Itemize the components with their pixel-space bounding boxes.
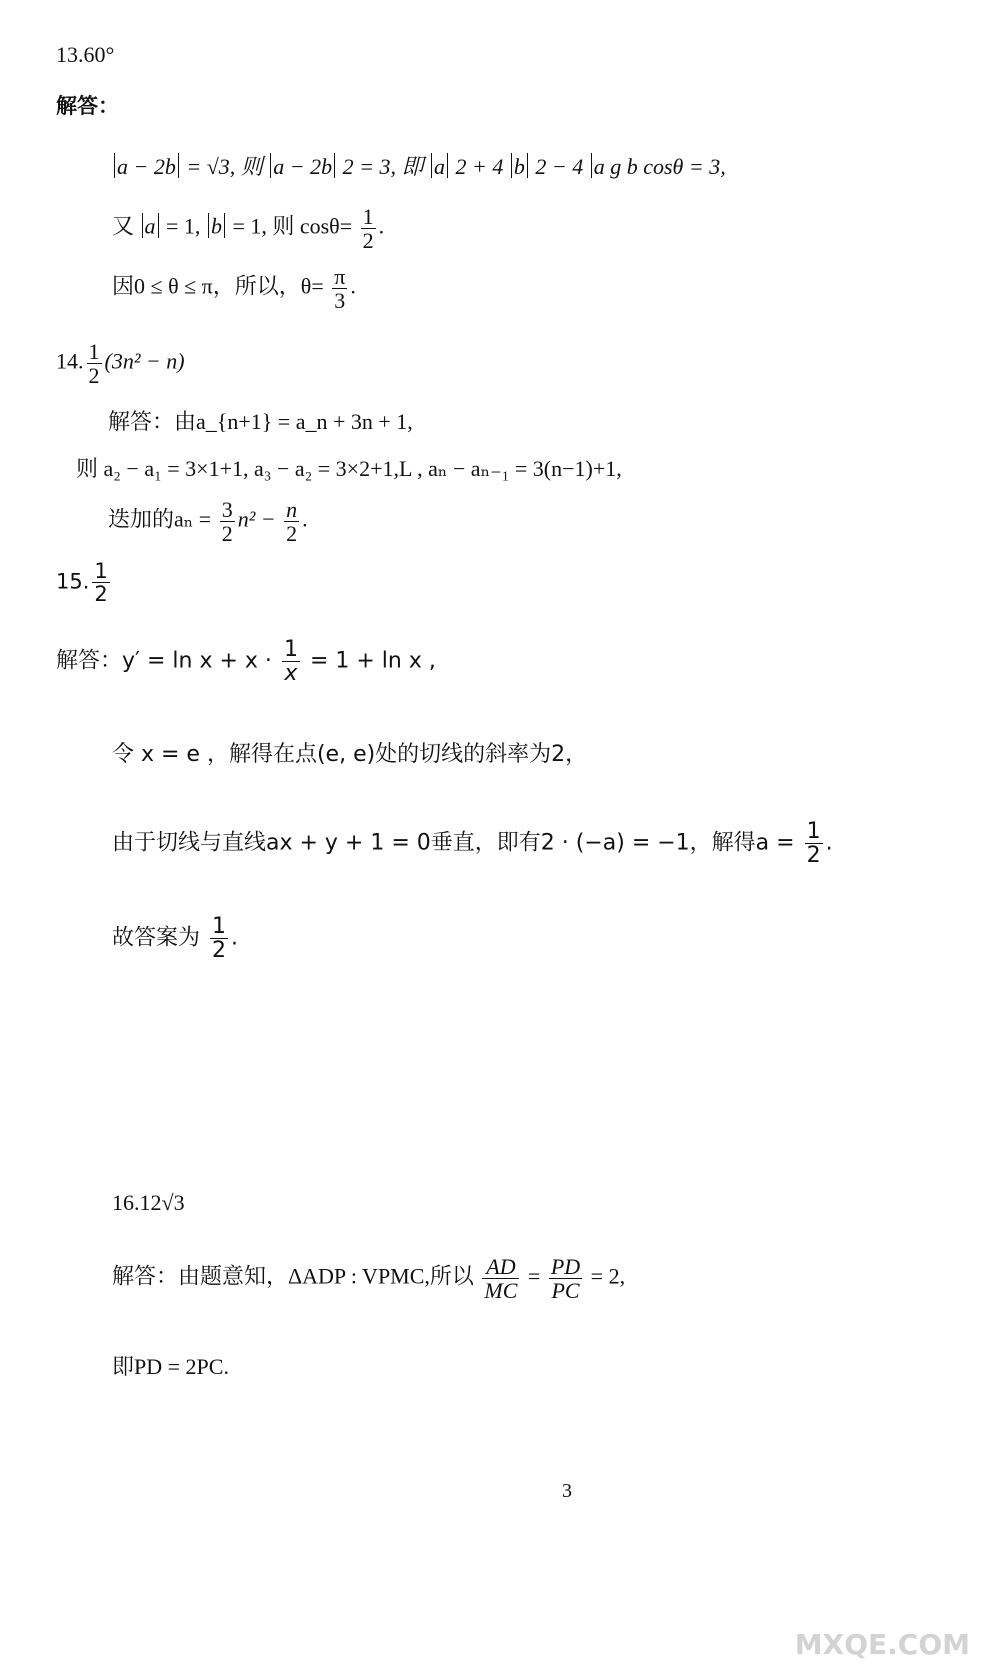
fraction: $\frac{\pi}{3}$ — [334, 264, 346, 314]
fraction: $\frac{PD}{PC}$ — [550, 1254, 581, 1304]
q16-line1: 解答：由题意知，ΔADP : VPMC,所以 $\frac{AD}{MC}$ = $\frac{PD}{PC}$ = 2, — [112, 1254, 626, 1304]
q15-line4: 故答案为 $\frac{1}{2}$ . — [112, 914, 239, 964]
q14-header: 14. $\frac{1}{2}$ (3n² − n) — [56, 339, 185, 389]
q15-header: 15. $\frac{1}{2}$ — [56, 559, 108, 607]
fraction: $\frac{1}{2}$ — [212, 914, 227, 964]
fraction: $\frac{AD}{MC}$ — [484, 1254, 518, 1304]
page-number: 3 — [562, 1480, 572, 1502]
q15-line3: 由于切线与直线ax + y + 1 = 0垂直，即有2 · (−a) = −1，解得a = $\frac{1}{2}$ . — [112, 819, 833, 869]
fraction: $\frac{1}{2}$ — [88, 339, 100, 389]
q15-line2: 令 x = e ，解得在点(e, e)处的切线的斜率为2， — [112, 742, 588, 767]
fraction: $\frac{n}{2}$ — [286, 497, 298, 547]
fraction: $\frac{1}{2}$ — [94, 559, 108, 607]
fraction: $\frac{1}{2}$ — [362, 204, 374, 254]
q13-header: 13.60° — [56, 42, 115, 67]
q13-line2: 又 a = 1, b = 1, 则 cosθ= $\frac{1}{2}$ . — [112, 204, 385, 254]
q14-line3: 迭加的aₙ = $\frac{3}{2}$ n² − $\frac{n}{2}$ . — [108, 497, 308, 547]
fraction: $\frac{1}{2}$ — [806, 819, 821, 869]
q13-line1: a − 2b = √3, 则 a − 2b 2 = 3, 即 a 2 + 4 b 2 − 4 a g b cosθ = 3, — [112, 150, 726, 181]
q15-line1: 解答：y′ = ln x + x · $\frac{1}{x}$ = 1 + ln x , — [56, 637, 436, 687]
watermark-logo: MXQE.COM — [794, 1628, 970, 1661]
fraction: $\frac{3}{2}$ — [221, 497, 233, 547]
q13-line3: 因0 ≤ θ ≤ π，所以，θ= $\frac{\pi}{3}$ . — [112, 264, 356, 314]
q14-line1: 解答：由a_{n+1} = a_n + 3n + 1, — [108, 409, 413, 434]
q14-line2: 则 a₂ − a₁ = 3×1+1, a₃ − a₂ = 3×2+1,L , aₙ − aₙ₋₁ = 3(n−1)+1, — [76, 456, 622, 481]
q16-line2: 即PD = 2PC. — [112, 1354, 229, 1379]
q13-answer-label: 解答： — [56, 94, 119, 118]
fraction: $\frac{1}{x}$ — [283, 637, 298, 687]
q16-header: 16.12√3 — [112, 1190, 185, 1215]
